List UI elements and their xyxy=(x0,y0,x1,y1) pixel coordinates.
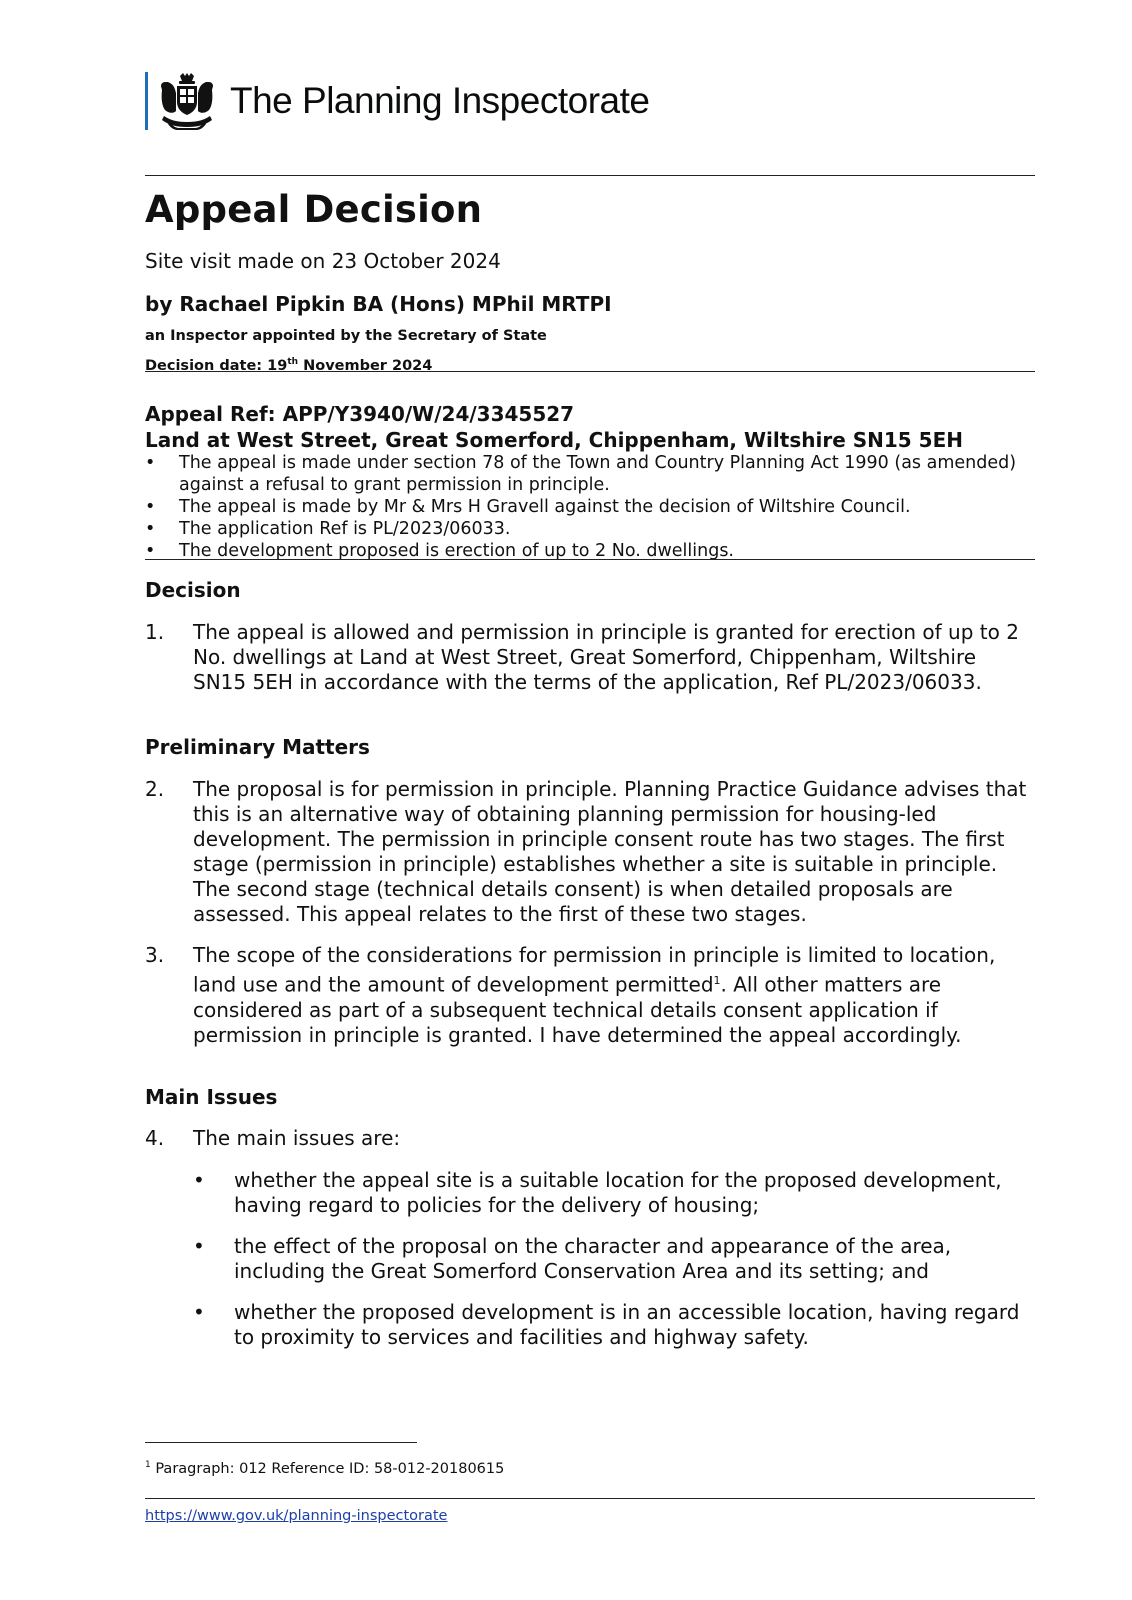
top-divider xyxy=(145,175,1035,176)
main-issue-item xyxy=(193,1234,1035,1284)
appeal-site-address: Land at West Street, Great Somerford, Chippenham, Wiltshire SN15 5EH xyxy=(145,428,963,452)
facts-divider xyxy=(145,559,1035,560)
bullet-icon: • xyxy=(145,519,156,539)
appeal-fact-text: The appeal is made by Mr & Mrs H Gravell against the decision of Wiltshire Council. xyxy=(179,497,911,517)
main-issues-heading: Main Issues xyxy=(145,1085,278,1109)
bullet-icon: • xyxy=(193,1300,205,1324)
appeal-fact-text: The development proposed is erection of up to 2 No. dwellings. xyxy=(179,541,734,561)
footnote-divider xyxy=(145,1442,417,1443)
paragraph-2 xyxy=(145,777,1035,927)
appeal-facts-list xyxy=(145,452,1035,562)
footnote-number: 1 xyxy=(145,1460,151,1470)
footnote xyxy=(145,1460,504,1477)
paragraph-1 xyxy=(145,620,1035,695)
paragraph-3 xyxy=(145,943,1035,1048)
planning-inspectorate-logo xyxy=(145,72,649,130)
logo-accent-bar xyxy=(145,72,148,130)
footnote-text: Paragraph: 012 Reference ID: 58-012-20180615 xyxy=(150,1460,505,1477)
appeal-fact-item xyxy=(145,518,1035,540)
appeal-fact-item xyxy=(145,452,1035,496)
inspector-name: by Rachael Pipkin BA (Hons) MPhil MRTPI xyxy=(145,292,612,316)
site-visit-date: Site visit made on 23 October 2024 xyxy=(145,249,501,273)
bullet-icon: • xyxy=(145,453,156,473)
organisation-name: The Planning Inspectorate xyxy=(230,80,650,121)
header-divider xyxy=(145,371,1035,372)
royal-coat-of-arms-icon xyxy=(156,72,218,130)
paragraph-number: 4. xyxy=(145,1126,165,1150)
appeal-reference: Appeal Ref: APP/Y3940/W/24/3345527 xyxy=(145,402,575,426)
paragraph-text-part: The scope of the considerations for permission in principle is limited to location, land use and the amount of development permitted xyxy=(193,943,996,997)
main-issue-item xyxy=(193,1300,1035,1350)
planning-inspectorate-link[interactable]: https://www.gov.uk/planning-inspectorate xyxy=(145,1508,448,1524)
paragraph-4 xyxy=(145,1126,1035,1151)
footnote-reference: 1 xyxy=(713,974,721,987)
preliminary-matters-heading: Preliminary Matters xyxy=(145,735,370,759)
paragraph-text: The proposal is for permission in principle. Planning Practice Guidance advises that this is an alternative way of obtaining planning permission for housing-led development. The permission in principle consent route has two stages. The first stage (permission in principle) establishes whether a site is suitable in principle. The second stage (technical details consent) is when detailed proposals are assessed. This appeal relates to the first of these two stages. xyxy=(193,777,1027,926)
decision-heading: Decision xyxy=(145,578,241,602)
footer-divider xyxy=(145,1498,1035,1499)
decision-date-ordinal: th xyxy=(287,357,299,367)
decision-date-label: Decision date: 19 xyxy=(145,357,288,374)
paragraph-number: 3. xyxy=(145,943,165,967)
paragraph-number: 2. xyxy=(145,777,165,801)
paragraph-text-part: . All other matters are considered as part of a subsequent technical details consent application if permission in principle is granted. I have determined the appeal accordingly. xyxy=(193,972,962,1047)
appeal-fact-text: The appeal is made under section 78 of the Town and Country Planning Act 1990 (as amended) against a refusal to grant permission in principle. xyxy=(179,453,1017,495)
main-issue-text: whether the appeal site is a suitable location for the proposed development, having regard to policies for the delivery of housing; xyxy=(234,1168,1002,1217)
appeal-fact-item xyxy=(145,496,1035,518)
bullet-icon: • xyxy=(193,1168,205,1192)
paragraph-number: 1. xyxy=(145,620,165,644)
main-issue-text: the effect of the proposal on the character and appearance of the area, including the Great Somerford Conservation Area and its setting; and xyxy=(234,1234,952,1283)
paragraph-text: The appeal is allowed and permission in principle is granted for erection of up to 2 No. dwellings at Land at West Street, Great Somerford, Chippenham, Wiltshire SN15 5EH in accordance with the terms of the application, Ref PL/2023/06033. xyxy=(193,620,1019,694)
bullet-icon: • xyxy=(145,541,156,561)
main-issue-text: whether the proposed development is in an accessible location, having regard to proximity to services and facilities and highway safety. xyxy=(234,1300,1020,1349)
bullet-icon: • xyxy=(193,1234,205,1258)
paragraph-text: The main issues are: xyxy=(193,1126,401,1150)
decision-date-rest: November 2024 xyxy=(298,357,433,374)
page-title: Appeal Decision xyxy=(145,188,483,231)
bullet-icon: • xyxy=(145,497,156,517)
main-issue-item xyxy=(193,1168,1035,1218)
appeal-fact-text: The application Ref is PL/2023/06033. xyxy=(179,519,511,539)
paragraph-text xyxy=(193,943,1035,1048)
inspector-appointment: an Inspector appointed by the Secretary of State xyxy=(145,328,547,344)
